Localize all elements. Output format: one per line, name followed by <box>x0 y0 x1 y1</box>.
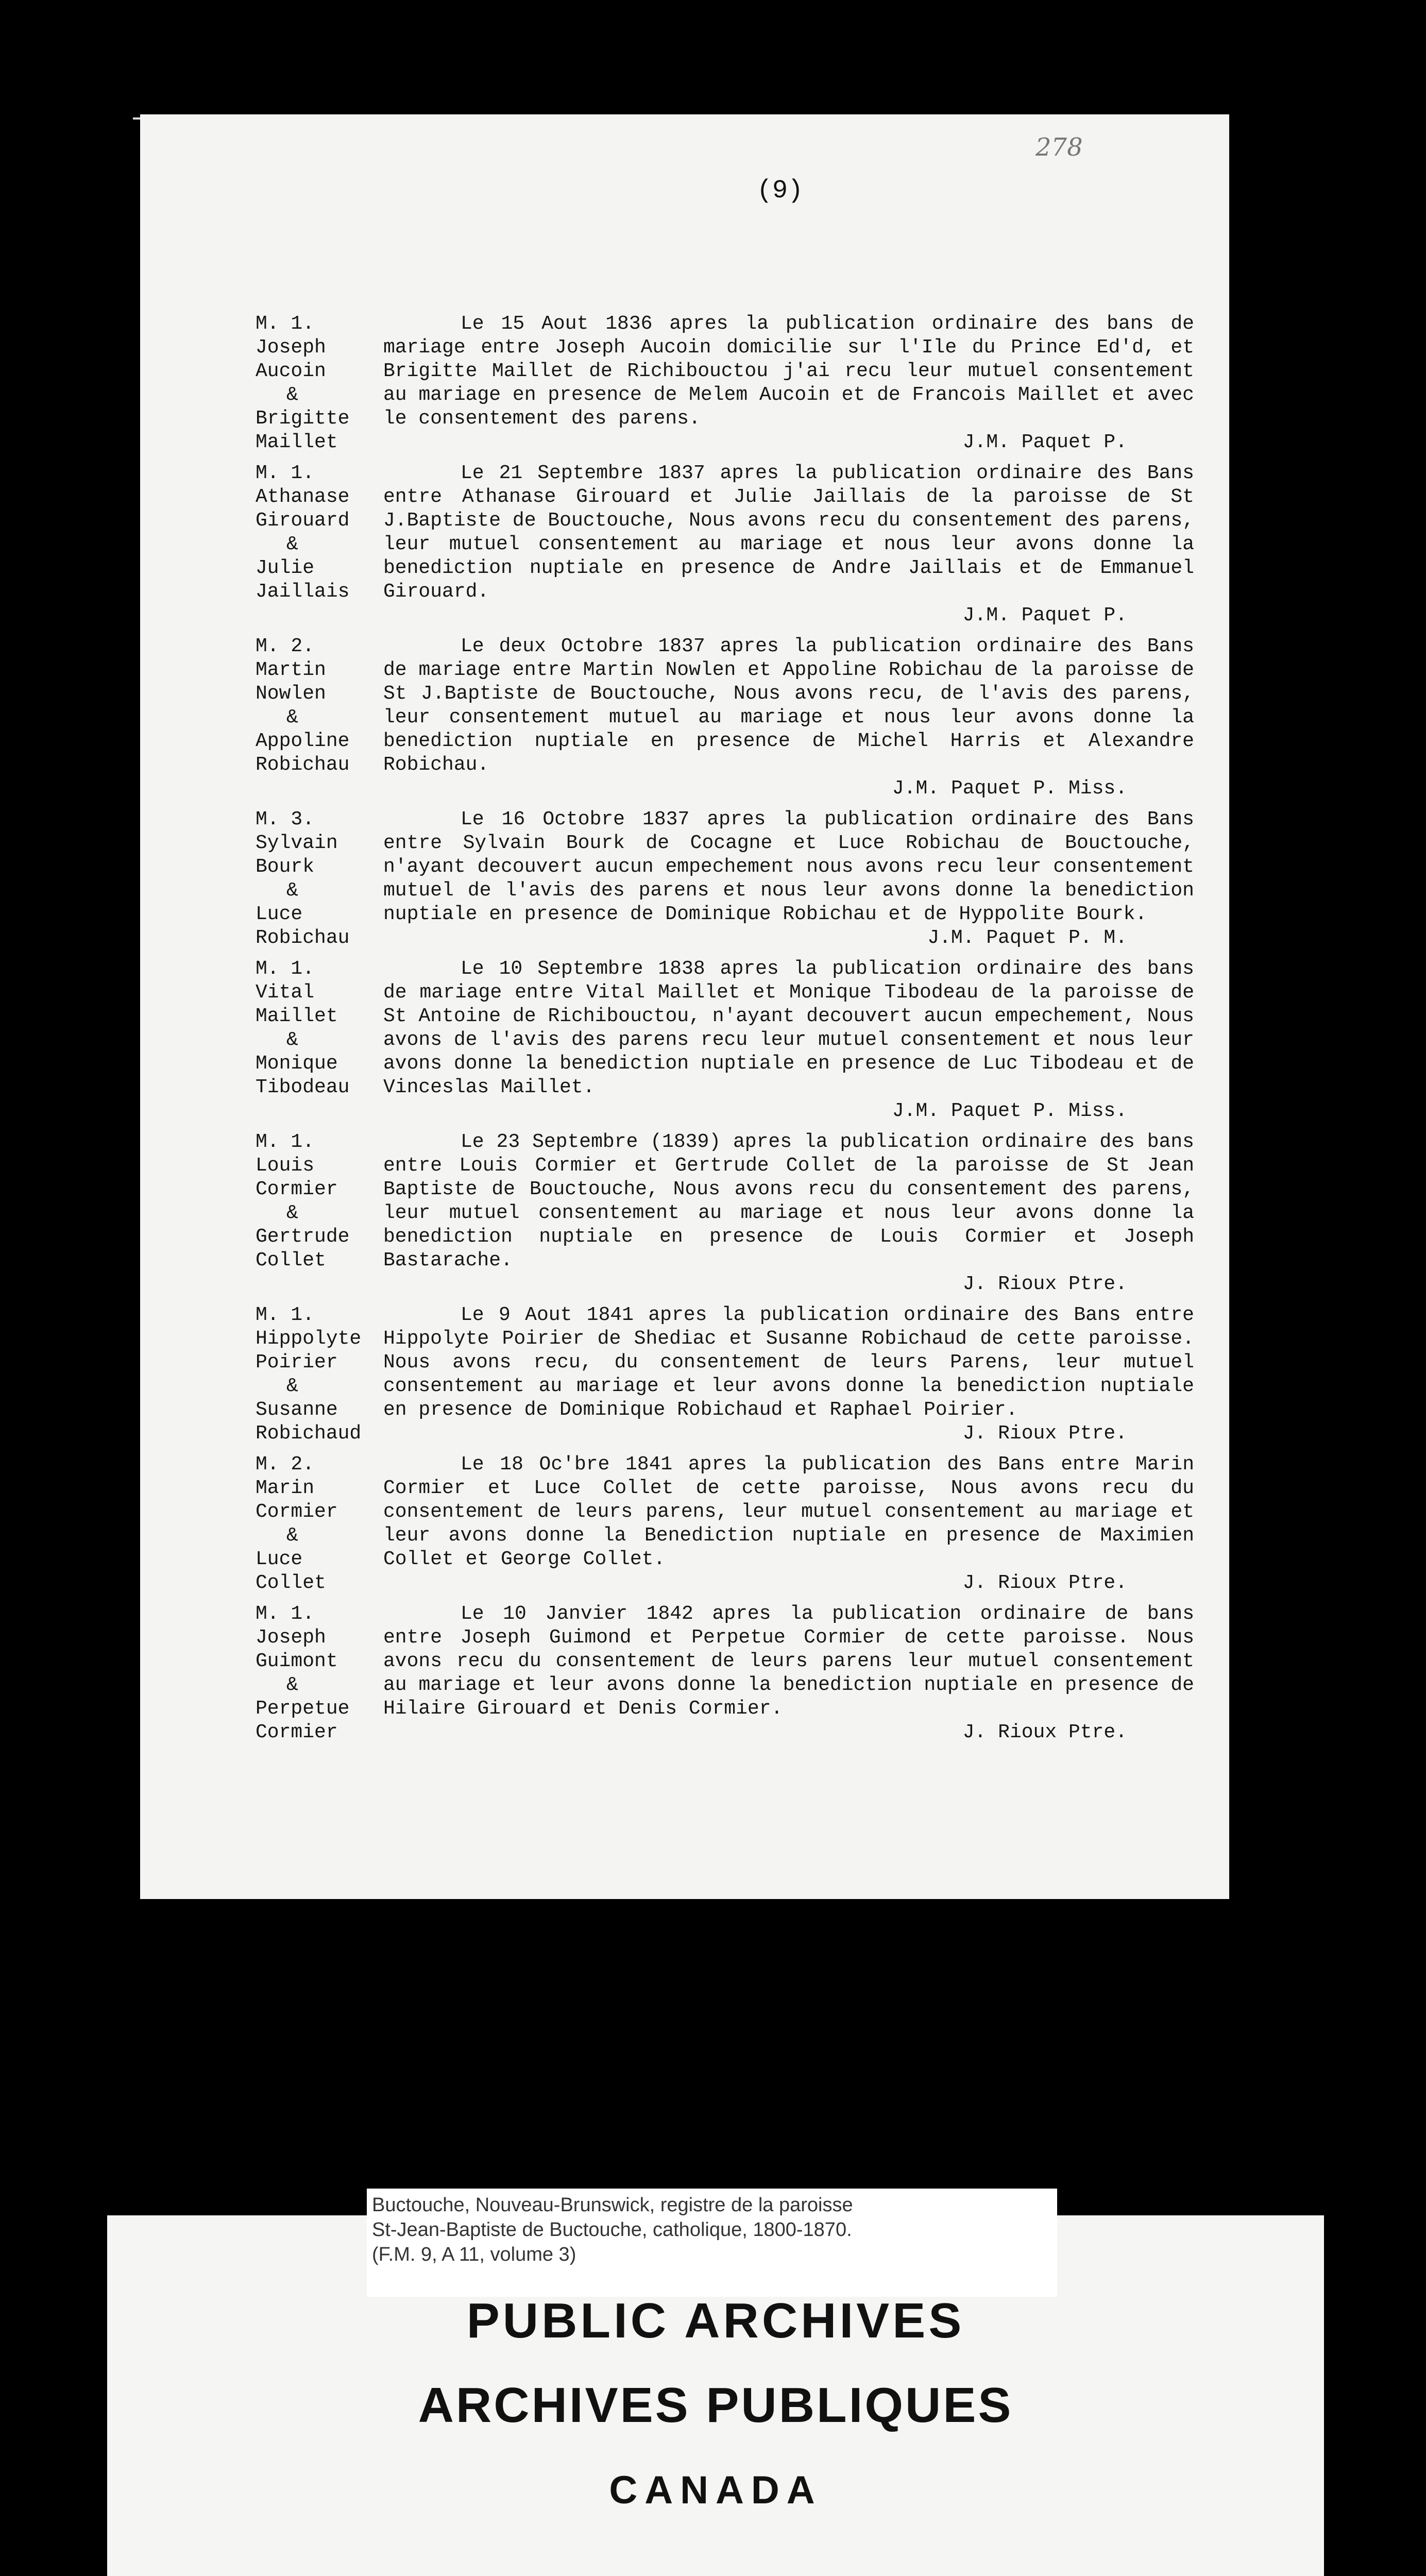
margin-line: & <box>286 1029 298 1051</box>
margin-line: & <box>286 384 298 406</box>
margin-line: Robichau <box>256 927 350 949</box>
entry-signature: J. Rioux Ptre. <box>962 1273 1127 1295</box>
entry-body <box>383 1130 1194 1296</box>
margin-note <box>256 1453 374 1595</box>
margin-line: Joseph <box>256 1626 326 1649</box>
margin-note <box>256 1303 374 1446</box>
margin-line: Aucoin <box>256 360 326 382</box>
margin-note <box>256 1602 374 1744</box>
margin-line: Gertrude <box>256 1226 350 1248</box>
margin-line: Monique <box>256 1053 338 1075</box>
entry-text: Le 23 Septembre (1839) apres la publication ordinaire des bans entre Louis Cormier et Gertrude Collet de la paroisse de St Jean Baptiste de Bouctouche, Nous avons recu du consentement des parens, leur mutuel consentement au mariage et nous leur avons donne la benediction nuptiale en presence de Louis Cormier et Joseph Bastarache. <box>383 1131 1194 1272</box>
entry-signature: J.M. Paquet P. <box>962 431 1127 453</box>
margin-line: Collet <box>256 1572 326 1594</box>
entry-signature: J.M. Paquet P. Miss. <box>892 1100 1127 1122</box>
citation-line: (F.M. 9, A 11, volume 3) <box>372 2244 576 2265</box>
margin-line: Tibodeau <box>256 1076 350 1098</box>
folio-number: 278 <box>1035 133 1083 162</box>
entry-text: Le 9 Aout 1841 apres la publication ordinaire des Bans entre Hippolyte Poirier de Shediac et Susanne Robichaud de cette paroisse. Nous avons recu, du consentement de leurs Parens, leur mutuel consentement au mariage et leur avons donne la benediction nuptiale en presence de Dominique Robichaud et Raphael Poirier. <box>383 1304 1194 1421</box>
register-entry <box>256 1130 1229 1296</box>
margin-line: M. 1. <box>256 1304 315 1326</box>
margin-line: & <box>286 533 298 555</box>
margin-line: Joseph <box>256 336 326 359</box>
margin-line: Luce <box>256 1548 303 1570</box>
entry-text: Le 10 Septembre 1838 apres la publication ordinaire des bans de mariage entre Vital Maillet et Monique Tibodeau de la paroisse de St Antoine de Richibouctou, n'ayant decouvert aucun empechement, Nous avons de l'avis des parens recu leur mutuel consentement et nous leur avons donne la benediction nuptiale en presence de Luc Tibodeau et de Vinceslas Maillet. <box>383 958 1194 1098</box>
entry-body <box>383 1602 1194 1744</box>
margin-line: Nowlen <box>256 683 326 705</box>
margin-line: Cormier <box>256 1501 338 1523</box>
margin-line: Guimont <box>256 1650 338 1672</box>
archives-country: CANADA <box>609 2468 822 2512</box>
margin-line: Hippolyte <box>256 1328 362 1350</box>
register-entry <box>256 957 1229 1123</box>
margin-line: Girouard <box>256 510 350 532</box>
margin-line: Marin <box>256 1477 315 1499</box>
entry-text: Le 16 Octobre 1837 apres la publication ordinaire des Bans entre Sylvain Bourk de Cocagne et Luce Robichau de Bouctouche, n'ayant decouvert aucun empechement nous avons recu leur consentement mutuel de l'avis des parens et nous leur avons donne la benediction nuptiale en presence de Dominique Robichau et de Hyppolite Bourk. <box>383 808 1194 925</box>
register-entry <box>256 462 1229 628</box>
margin-line: & <box>286 1524 298 1547</box>
margin-line: Appoline <box>256 730 350 752</box>
document-page <box>140 114 1229 1899</box>
margin-line: Brigitte <box>256 408 350 430</box>
margin-line: & <box>286 1674 298 1696</box>
archives-title-fr: ARCHIVES PUBLIQUES <box>418 2378 1013 2433</box>
margin-note <box>256 635 374 777</box>
margin-line: M. 3. <box>256 808 315 831</box>
entry-signature: J.M. Paquet P. <box>962 604 1127 626</box>
margin-line: M. 1. <box>256 1131 315 1153</box>
margin-line: Robichaud <box>256 1422 362 1445</box>
entry-text: Le 21 Septembre 1837 apres la publication ordinaire des Bans entre Athanase Girouard et Julie Jaillais de la paroisse de St J.Baptiste de Bouctouche, Nous avons recu du consentement des parens, leur mutuel consentement au mariage et nous leur avons donne la benediction nuptiale en presence de Andre Jaillais et de Emmanuel Girouard. <box>383 462 1194 603</box>
margin-line: Martin <box>256 659 326 681</box>
margin-line: M. 1. <box>256 958 315 980</box>
entry-body <box>383 462 1194 628</box>
margin-line: & <box>286 1375 298 1397</box>
margin-line: Cormier <box>256 1178 338 1200</box>
entry-text: Le deux Octobre 1837 apres la publication ordinaire des Bans de mariage entre Martin Nowlen et Appoline Robichau de la paroisse de St J.Baptiste de Bouctouche, Nous avons recu, de l'avis des parens, leur consentement mutuel au mariage et nous leur avons donne la benediction nuptiale en presence de Michel Harris et Alexandre Robichau. <box>383 635 1194 776</box>
entry-text: Le 18 Oc'bre 1841 apres la publication des Bans entre Marin Cormier et Luce Collet de cette paroisse, Nous avons recu du consentement de leurs parens, leur mutuel consentement au mariage et leur avons donne la Benediction nuptiale en presence de Maximien Collet et George Collet. <box>383 1453 1194 1570</box>
margin-line: M. 2. <box>256 635 315 657</box>
entry-body <box>383 1453 1194 1595</box>
margin-line: & <box>286 879 298 902</box>
entry-signature: J. Rioux Ptre. <box>962 1422 1127 1445</box>
entry-signature: J. Rioux Ptre. <box>962 1721 1127 1743</box>
entry-body <box>383 312 1194 454</box>
margin-note <box>256 1130 374 1273</box>
margin-line: Sylvain <box>256 832 338 854</box>
entry-signature: J. Rioux Ptre. <box>962 1572 1127 1594</box>
margin-line: M. 1. <box>256 1603 315 1625</box>
margin-line: Bourk <box>256 856 315 878</box>
register-entry <box>256 635 1229 801</box>
margin-line: Maillet <box>256 431 338 453</box>
margin-line: Susanne <box>256 1399 338 1421</box>
entry-body <box>383 635 1194 801</box>
entry-signature: J.M. Paquet P. Miss. <box>892 777 1127 800</box>
margin-line: Vital <box>256 981 315 1004</box>
citation-line: St-Jean-Baptiste de Buctouche, catholique, 1800-1870. <box>372 2219 852 2241</box>
entry-body <box>383 1303 1194 1446</box>
margin-note <box>256 957 374 1099</box>
margin-line: M. 1. <box>256 313 315 335</box>
margin-line: Collet <box>256 1249 326 1272</box>
margin-line: Maillet <box>256 1005 338 1027</box>
margin-line: Athanase <box>256 486 350 508</box>
citation-slip <box>367 2189 1057 2297</box>
register-entry <box>256 1303 1229 1446</box>
register-entry <box>256 808 1229 950</box>
margin-line: Cormier <box>256 1721 338 1743</box>
archives-title-en: PUBLIC ARCHIVES <box>466 2293 965 2348</box>
margin-line: M. 1. <box>256 462 315 484</box>
margin-line: Perpetue <box>256 1698 350 1720</box>
margin-note <box>256 808 374 950</box>
register-entries <box>256 312 1229 1752</box>
register-entry <box>256 1602 1229 1744</box>
margin-line: M. 2. <box>256 1453 315 1476</box>
margin-line: Luce <box>256 903 303 925</box>
margin-line: Jaillais <box>256 581 350 603</box>
register-entry <box>256 1453 1229 1595</box>
margin-line: & <box>286 706 298 728</box>
margin-line: Poirier <box>256 1351 338 1374</box>
entry-text: Le 15 Aout 1836 apres la publication ordinaire des bans de mariage entre Joseph Aucoin domicilie sur l'Ile du Prince Ed'd, et Brigitte Maillet de Richibouctou j'ai recu leur mutuel consentement au mariage en presence de Melem Aucoin et de Francois Maillet et avec le consentement des parens. <box>383 313 1194 430</box>
margin-note <box>256 462 374 604</box>
margin-line: & <box>286 1202 298 1224</box>
register-entry <box>256 312 1229 454</box>
entry-signature: J.M. Paquet P. M. <box>927 927 1127 949</box>
page-number: (9) <box>756 176 803 206</box>
citation-line: Buctouche, Nouveau-Brunswick, registre de la paroisse <box>372 2194 853 2216</box>
entry-body <box>383 808 1194 950</box>
margin-line: Louis <box>256 1155 315 1177</box>
margin-line: Julie <box>256 557 315 579</box>
margin-note <box>256 312 374 454</box>
entry-body <box>383 957 1194 1123</box>
entry-text: Le 10 Janvier 1842 apres la publication ordinaire de bans entre Joseph Guimond et Perpetue Cormier de cette paroisse. Nous avons recu du consentement de leurs parens leur mutuel consentement au mariage et leur avons donne la benediction nuptiale en presence de Hilaire Girouard et Denis Cormier. <box>383 1603 1194 1720</box>
margin-line: Robichau <box>256 754 350 776</box>
